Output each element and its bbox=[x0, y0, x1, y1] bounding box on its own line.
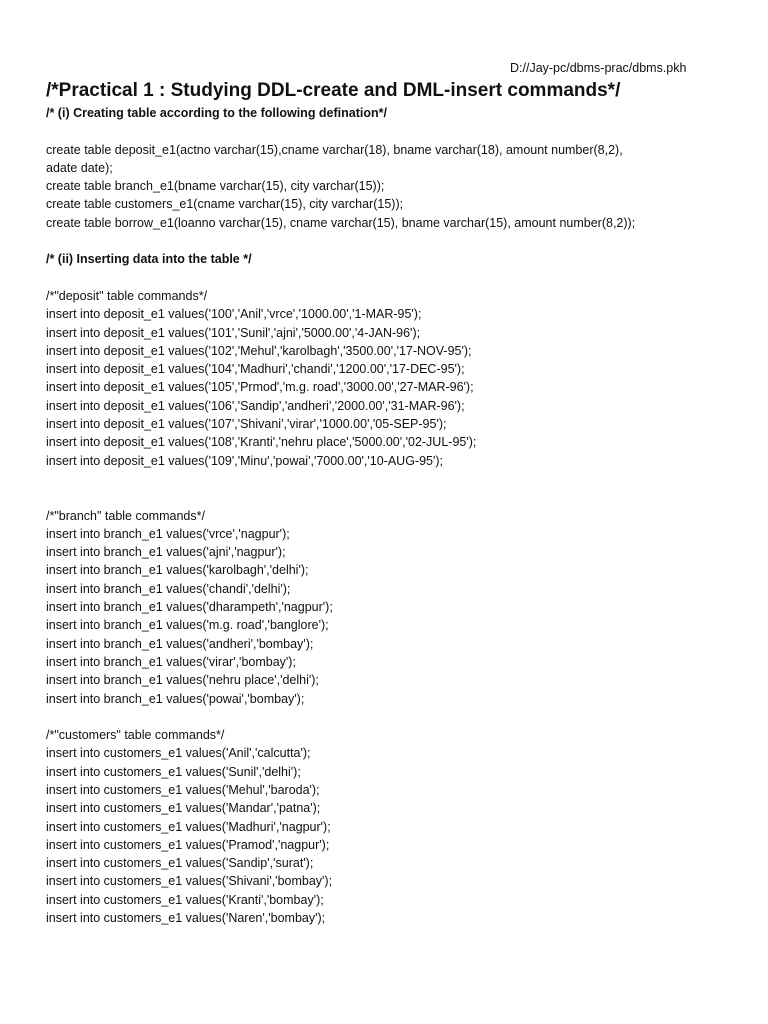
branch-statements bbox=[46, 507, 761, 708]
code-line: insert into branch_e1 values('ajni','nagpur'); bbox=[46, 545, 286, 560]
spacer bbox=[46, 470, 761, 507]
deposit-comment: /*"deposit" table commands*/ bbox=[46, 288, 208, 303]
code-line: insert into deposit_e1 values('107','Shivani','virar','1000.00','05-SEP-95'); bbox=[46, 417, 447, 432]
code-line: insert into customers_e1 values('Anil','calcutta'); bbox=[46, 746, 311, 761]
create-statements bbox=[46, 141, 761, 232]
code-line: insert into branch_e1 values('vrce','nagpur'); bbox=[46, 526, 290, 541]
code-line: create table borrow_e1(loanno varchar(15), cname varchar(15), bname varchar(15), amount number(8,2)); bbox=[46, 215, 636, 230]
code-line: insert into deposit_e1 values('104','Madhuri','chandi','1200.00','17-DEC-95'); bbox=[46, 362, 465, 377]
code-line: insert into deposit_e1 values('102','Mehul','karolbagh','3500.00','17-NOV-95'); bbox=[46, 343, 472, 358]
code-line: insert into customers_e1 values('Mehul','baroda'); bbox=[46, 782, 320, 797]
code-line: insert into branch_e1 values('powai','bombay'); bbox=[46, 691, 305, 706]
code-line: insert into deposit_e1 values('106','Sandip','andheri','2000.00','31-MAR-96'); bbox=[46, 398, 465, 413]
code-line: insert into deposit_e1 values('109','Minu','powai','7000.00','10-AUG-95'); bbox=[46, 453, 444, 468]
code-line: insert into customers_e1 values('Naren','bombay'); bbox=[46, 911, 326, 926]
code-line: insert into branch_e1 values('andheri','bombay'); bbox=[46, 636, 314, 651]
customers-comment: /*"customers" table commands*/ bbox=[46, 728, 225, 743]
code-line: insert into deposit_e1 values('105','Prmod','m.g. road','3000.00','27-MAR-96'); bbox=[46, 380, 474, 395]
code-line: insert into customers_e1 values('Sandip','surat'); bbox=[46, 856, 314, 871]
code-line: insert into customers_e1 values('Pramod','nagpur'); bbox=[46, 837, 330, 852]
code-line: insert into branch_e1 values('dharampeth','nagpur'); bbox=[46, 600, 333, 615]
page-title: /*Practical 1 : Studying DDL-create and DML-insert commands*/ bbox=[46, 80, 621, 101]
document-body bbox=[46, 78, 761, 927]
code-line: create table branch_e1(bname varchar(15), city varchar(15)); bbox=[46, 179, 385, 194]
code-line: insert into deposit_e1 values('101','Sunil','ajni','5000.00','4-JAN-96'); bbox=[46, 325, 421, 340]
code-line: insert into branch_e1 values('chandi','delhi'); bbox=[46, 581, 291, 596]
code-line: adate date); bbox=[46, 160, 113, 175]
code-line: insert into deposit_e1 values('108','Kranti','nehru place','5000.00','02-JUL-95'); bbox=[46, 435, 477, 450]
section-heading-insert: /* (ii) Inserting data into the table */ bbox=[46, 252, 252, 267]
file-path-header: D://Jay-pc/dbms-prac/dbms.pkh bbox=[510, 61, 687, 75]
section-heading-create: /* (i) Creating table according to the following defination*/ bbox=[46, 106, 387, 120]
customers-statements bbox=[46, 726, 761, 927]
code-line: create table deposit_e1(actno varchar(15),cname varchar(18), bname varchar(18), amount number(8,2), bbox=[46, 142, 623, 157]
code-line: insert into deposit_e1 values('100','Anil','vrce','1000.00','1-MAR-95'); bbox=[46, 307, 422, 322]
code-line: insert into customers_e1 values('Shivani','bombay'); bbox=[46, 874, 333, 889]
spacer bbox=[46, 232, 761, 250]
code-line: insert into branch_e1 values('karolbagh','delhi'); bbox=[46, 563, 309, 578]
code-line: insert into customers_e1 values('Sunil','delhi'); bbox=[46, 764, 301, 779]
code-line: insert into customers_e1 values('Madhuri','nagpur'); bbox=[46, 819, 331, 834]
spacer bbox=[46, 269, 761, 287]
branch-comment: /*"branch" table commands*/ bbox=[46, 508, 205, 523]
code-line: insert into branch_e1 values('virar','bombay'); bbox=[46, 654, 296, 669]
deposit-statements bbox=[46, 287, 761, 470]
code-line: insert into customers_e1 values('Kranti','bombay'); bbox=[46, 892, 324, 907]
code-line: insert into customers_e1 values('Mandar','patna'); bbox=[46, 801, 321, 816]
spacer bbox=[46, 708, 761, 726]
code-line: insert into branch_e1 values('m.g. road','banglore'); bbox=[46, 618, 329, 633]
code-line: insert into branch_e1 values('nehru place','delhi'); bbox=[46, 673, 319, 688]
spacer bbox=[46, 122, 761, 140]
code-line: create table customers_e1(cname varchar(15), city varchar(15)); bbox=[46, 197, 404, 212]
